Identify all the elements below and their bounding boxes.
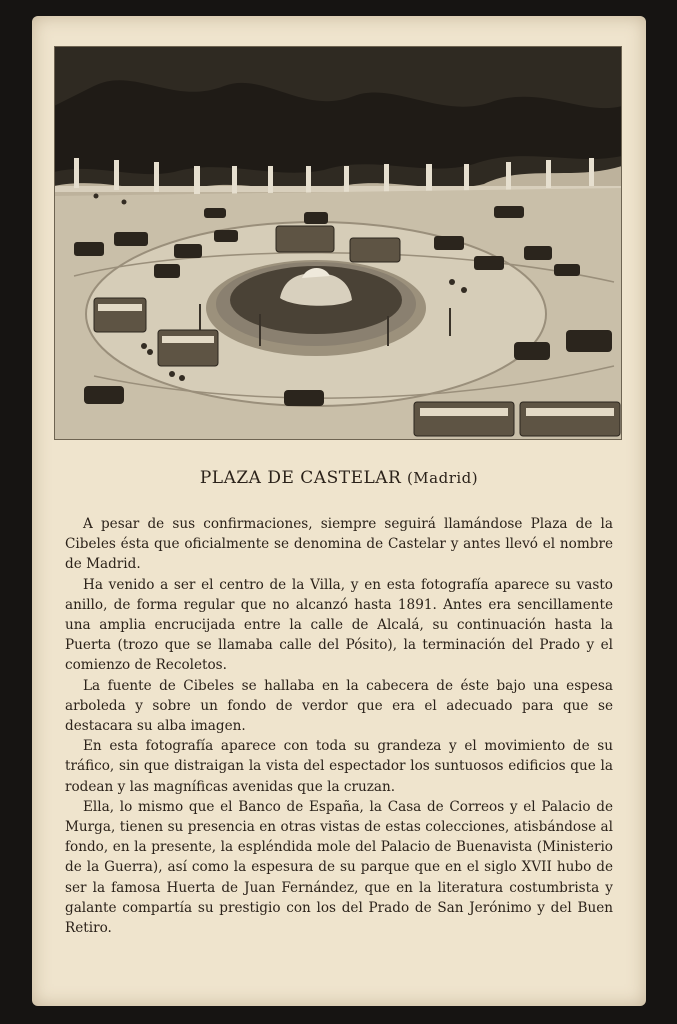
plaza-photograph (54, 46, 622, 440)
title-subtitle: (Madrid) (406, 469, 479, 487)
paragraph: Ella, lo mismo que el Banco de España, la Casa de Correos y el Palacio de Murga, tienen su presencia en otras vistas de estas colecciones, atisbándose al fondo, en la presente, la espléndida mole del Palacio de Buenavista (Ministerio de la Guerra), así como la espesura de su parque que en el siglo XVII hubo de ser la famosa Huerta de Juan Fernández, que en la literatura costumbrista y galante compartía su prestigio con los del Prado de San Jerónimo y del Buen Retiro. (65, 798, 613, 937)
paragraph: La fuente de Cibeles se hallaba en la cabecera de éste bajo una espesa arboleda y sobre un fondo de verdor que era el adecuado para que se destacara su alba imagen. (65, 677, 613, 735)
postcard (32, 16, 646, 1006)
description-text (65, 514, 613, 938)
paragraph: A pesar de sus confirmaciones, siempre seguirá llamándose Plaza de la Cibeles ésta que oficialmente se denomina de Castelar y antes llevó el nombre de Madrid. (65, 516, 613, 573)
postcard-title (32, 468, 646, 488)
paragraph: Ha venido a ser el centro de la Villa, y en esta fotografía aparece su vasto anillo, de forma regular que no alcanzó hasta 1891. Antes era sencillamente una amplia encrucijada entre la calle de Alcalá, su continuación hasta la Puerta (trozo que se llamaba calle del Pósito), la terminación del Prado y el comienzo de Recoletos. (65, 576, 613, 674)
title-text: PLAZA DE CASTELAR (199, 468, 402, 488)
paragraph: En esta fotografía aparece con toda su grandeza y el movimiento de su tráfico, sin que distraigan la vista del espectador los suntuosos edificios que la rodean y las magníficas avenidas que la cruzan. (65, 738, 613, 795)
